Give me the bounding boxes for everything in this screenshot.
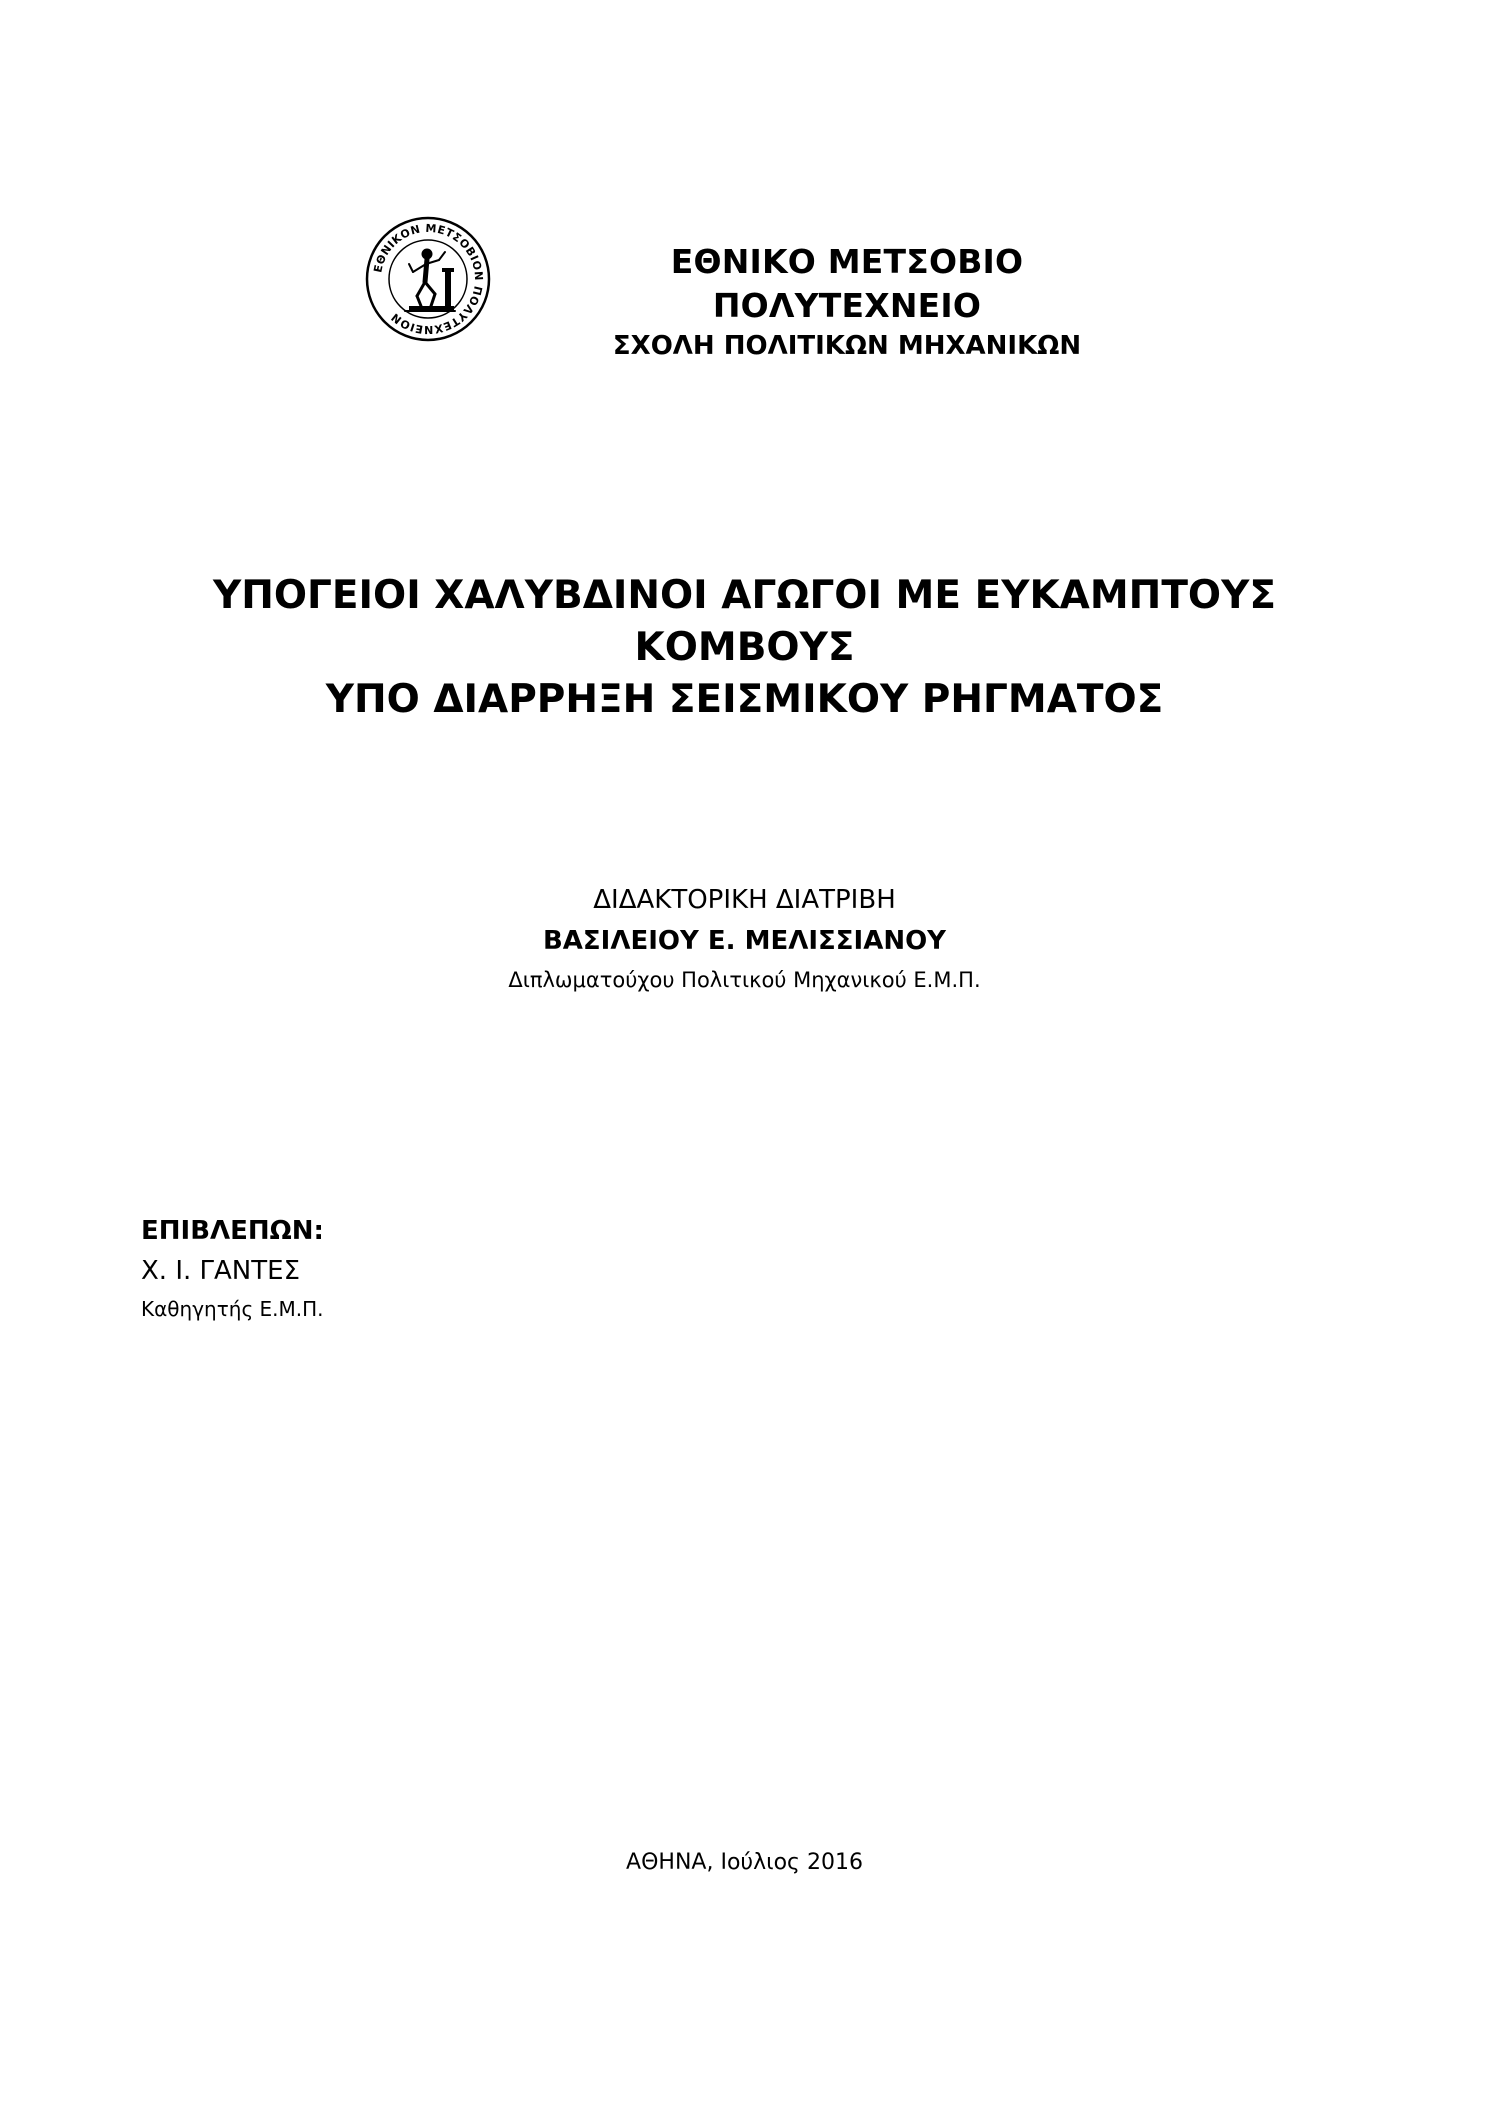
supervisor-heading: ΕΠΙΒΛΕΠΩΝ:: [141, 1216, 324, 1246]
seal-text: ΕΘΝΙΚΟΝ ΜΕΤΣΟΒΙΟΝ ΠΟΛΥΤΕΧΝΕΙΟΝ: [371, 221, 486, 337]
title-line-1: ΥΠΟΓΕΙΟΙ ΧΑΛΥΒΔΙΝΟΙ ΑΓΩΓΟΙ ΜΕ ΕΥΚΑΜΠΤΟΥΣ ΚΟΜΒΟΥΣ: [213, 573, 1276, 670]
institution-name: ΕΘΝΙΚΟ ΜΕΤΣΟΒΙΟ ΠΟΛΥΤΕΧΝΕΙΟ: [670, 242, 1024, 325]
title-line-2: ΥΠΟ ΔΙΑΡΡΗΞΗ ΣΕΙΣΜΙΚΟΥ ΡΗΓΜΑΤΟΣ: [325, 677, 1164, 722]
school-name: ΣΧΟΛΗ ΠΟΛΙΤΙΚΩΝ ΜΗΧΑΝΙΚΩΝ: [612, 331, 1082, 361]
thesis-title: [100, 570, 1389, 726]
thesis-type: ΔΙΔΑΚΤΟΡΙΚΗ ΔΙΑΤΡΙΒΗ: [593, 885, 896, 915]
place-date: ΑΘΗΝΑ, Ιούλιος 2016: [626, 1850, 863, 1875]
institution-block: [537, 240, 1157, 364]
supervisor-title: Καθηγητής Ε.Μ.Π.: [141, 1297, 324, 1321]
thesis-info: [300, 880, 1189, 998]
university-seal-icon: [365, 216, 491, 342]
author-degree: Διπλωματούχου Πολιτικού Μηχανικού Ε.Μ.Π.: [508, 968, 981, 992]
supervisor-name: Χ. Ι. ΓΑΝΤΕΣ: [141, 1256, 300, 1286]
supervisor-block: [141, 1211, 741, 1327]
thesis-author: ΒΑΣΙΛΕΙΟΥ Ε. ΜΕΛΙΣΣΙΑΝΟΥ: [542, 926, 947, 956]
